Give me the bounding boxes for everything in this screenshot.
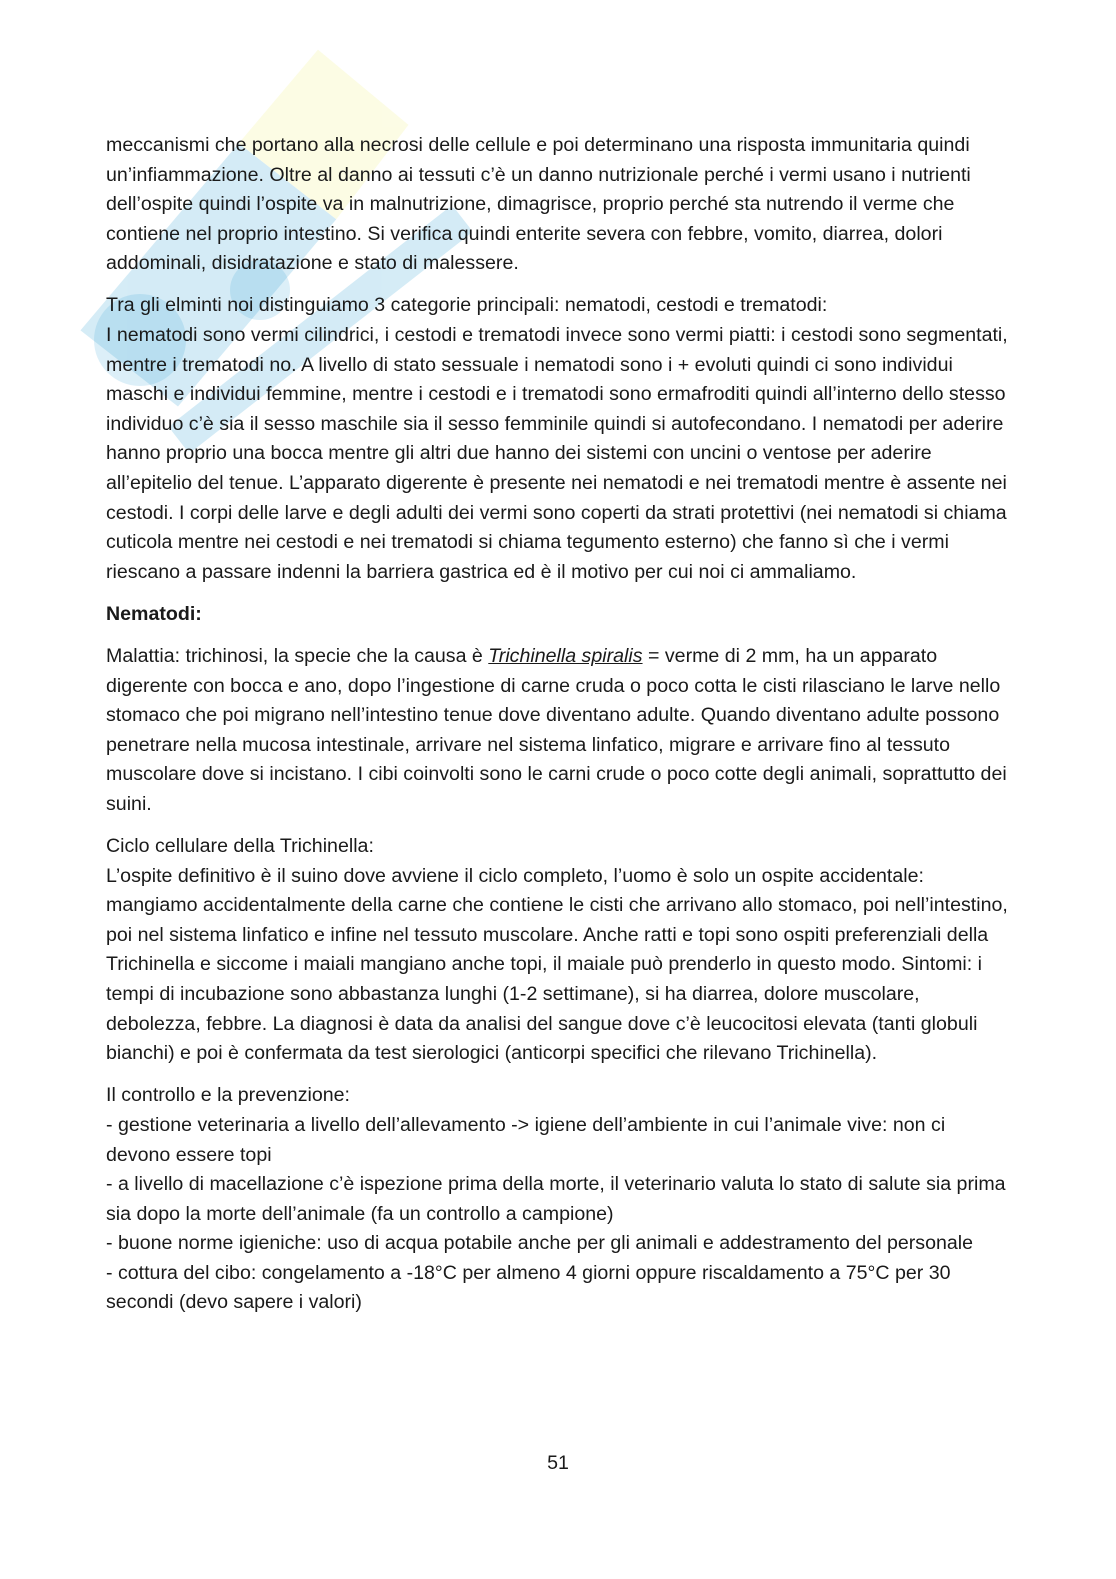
species-name: Trichinella spiralis xyxy=(488,645,643,667)
page-number: 51 xyxy=(547,1452,569,1474)
categories-intro: Tra gli elminti noi distinguiamo 3 categorie principali: nematodi, cestodi e trematodi: xyxy=(106,294,828,317)
ciclo-title: Ciclo cellulare della Trichinella: xyxy=(106,835,374,858)
prevenzione-item: - gestione veterinaria a livello dell’allevamento -> igiene dell’ambiente in cui l’animale vive: non ci devono essere topi xyxy=(106,1113,946,1166)
paragraph-damage: meccanismi che portano alla necrosi delle cellule e poi determinano una risposta immunitaria quindi un’infiammazione. Oltre al danno ai tessuti c’è un danno nutrizionale perché i vermi usano i nutrienti dell’ospite quindi l’ospite va in malnutrizione, dimagrisce, proprio perché sta nutrendo il verme che contiene nel proprio intestino. Si verifica quindi enterite severa con febbre, vomito, diarrea, dolori addominali, disidratazione e stato di malessere. xyxy=(106,134,971,275)
ciclo-body: L’ospite definitivo è il suino dove avviene il ciclo completo, l’uomo è solo un ospite accidentale: mangiamo accidentalmente della carne che contiene le cisti che arrivano allo stomaco, poi nell’intestino, poi nel sistema linfatico e infine nel tessuto muscolare. Anche ratti e topi sono ospiti preferenziali della Trichinella e siccome i maiali mangiano anche topi, il maiale può prenderlo in questo modo. Sintomi: i tempi di incubazione sono abbastanza lunghi (1-2 settimane), si ha diarrea, dolore muscolare, debolezza, febbre. La diagnosi è data da analisi del sangue dove c’è leucocitosi elevata (tanti globuli bianchi) e poi è confermata da test sierologici (anticorpi specifici che rilevano Trichinella). xyxy=(106,864,1008,1065)
prevenzione-item: - a livello di macellazione c’è ispezione prima della morte, il veterinario valuta lo stato di salute sia prima sia dopo la morte dell’animale (fa un controllo a campione) xyxy=(106,1173,1006,1225)
prevenzione-title: Il controllo e la prevenzione: xyxy=(106,1084,350,1107)
document-body xyxy=(106,131,1011,1331)
paragraph-prevenzione xyxy=(106,1081,1011,1318)
trichinosi-prefix: Malattia: trichinosi, la specie che la causa è xyxy=(106,645,489,667)
paragraph-ciclo xyxy=(106,832,1011,1069)
trichinosi-description: = verme di 2 mm, ha un apparato digerente con bocca e ano, dopo l’ingestione di carne cruda o poco cotta le cisti rilasciano le larve nello stomaco che poi migrano nell’intestino tenue dove diventano adulte. Quando diventano adulte possono penetrare nella mucosa intestinale, arrivare nel sistema linfatico, migrare e arrivare fino al tessuto muscolare dove si incistano. I cibi coinvolti sono le carni crude o poco cotte degli animali, soprattutto dei suini. xyxy=(106,645,1007,815)
paragraph-trichinosi xyxy=(106,642,1011,820)
prevenzione-item: - buone norme igieniche: uso di acqua potabile anche per gli animali e addestramento del personale xyxy=(106,1232,974,1255)
prevenzione-item: - cottura del cibo: congelamento a -18°C per almeno 4 giorni oppure riscaldamento a 75°C per 30 secondi (devo sapere i valori) xyxy=(106,1261,951,1314)
categories-description: I nematodi sono vermi cilindrici, i cestodi e trematodi invece sono vermi piatti: i cestodi sono segmentati, mentre i trematodi no. A livello di stato sessuale i nematodi sono i + evoluti quindi ci sono individui maschi e individui femmine, mentre i cestodi e i trematodi sono ermafroditi quindi all’interno dello stesso individuo c’è sia il sesso maschile sia il sesso femminile quindi si autofecondano. I nematodi per aderire hanno proprio una bocca mentre gli altri due hanno dei sistemi con uncini o ventose per aderire all’epitelio del tenue. L’apparato digerente è presente nei nematodi e nei trematodi mentre è assente nei cestodi. I corpi delle larve e degli adulti dei vermi sono coperti da strati protettivi (nei nematodi si chiama cuticola mentre nei cestodi e nei trematodi si chiama tegumento esterno) che fanno sì che i vermi riescano a passare indenni la barriera gastrica ed è il motivo per cui noi ci ammaliamo. xyxy=(106,324,1008,583)
section-heading-nematodi: Nematodi: xyxy=(106,602,202,625)
paragraph-categories xyxy=(106,291,1011,587)
